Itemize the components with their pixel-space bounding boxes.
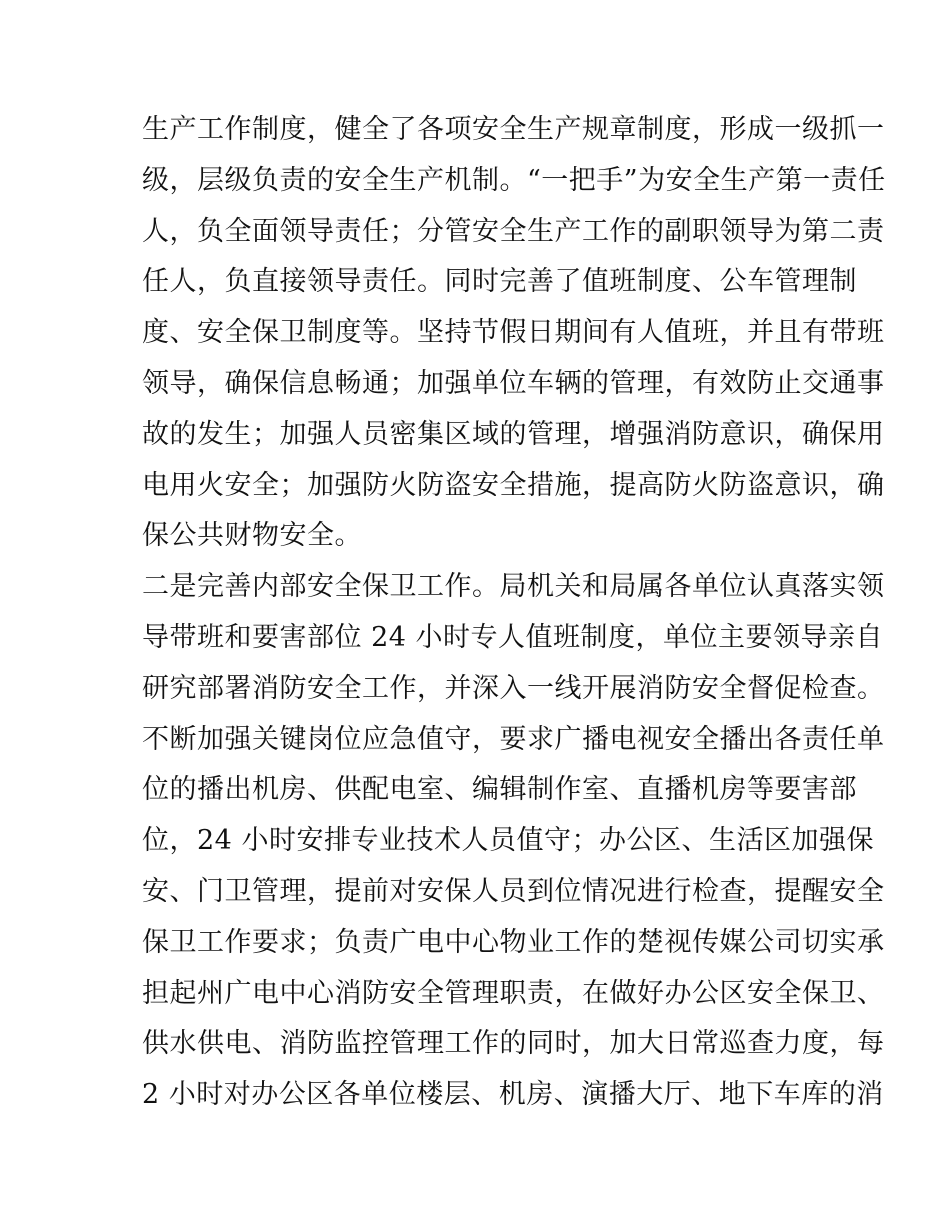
text-line: 领导，确保信息畅通；加强单位车辆的管理，有效防止交通事 [142,367,885,399]
text-line: 保卫工作要求；负责广电中心物业工作的楚视传媒公司切实承 [142,926,885,958]
text-line: 位，24 小时安排专业技术人员值守；办公区、生活区加强保 [142,825,874,857]
text-line: 2 小时对办公区各单位楼层、机房、演播大厅、地下车库的消 [142,1079,884,1111]
text-line: 安、门卫管理，提前对安保人员到位情况进行检查，提醒安全 [142,875,885,907]
text-line: 供水供电、消防监控管理工作的同时，加大日常巡查力度，每 [142,1028,885,1060]
text-line: 导带班和要害部位 24 小时专人值班制度，单位主要领导亲自 [142,621,884,653]
paragraph-2 [142,562,885,1121]
text-line: 担起州广电中心消防安全管理职责，在做好办公区安全保卫、 [142,977,885,1009]
text-line: 研究部署消防安全工作，并深入一线开展消防安全督促检查。 [142,672,885,704]
text-line: 级，层级负责的安全生产机制。“一把手”为安全生产第一责任 [142,164,886,196]
text-line: 保公共财物安全。 [142,520,362,552]
text-line: 电用火安全；加强防火防盗安全措施，提高防火防盗意识，确 [142,469,885,501]
text-line: 任人，负直接领导责任。同时完善了值班制度、公车管理制 [142,266,857,298]
text-line: 位的播出机房、供配电室、编辑制作室、直播机房等要害部 [142,774,857,806]
text-line: 不断加强关键岗位应急值守，要求广播电视安全播出各责任单 [142,723,885,755]
text-line: 度、安全保卫制度等。坚持节假日期间有人值班，并且有带班 [142,317,885,349]
text-line: 生产工作制度，健全了各项安全生产规章制度，形成一级抓一 [142,114,885,145]
text-line: 故的发生；加强人员密集区域的管理，增强消防意识，确保用 [142,418,885,450]
document-body [142,105,886,1121]
text-line: 二是完善内部安全保卫工作。局机关和局属各单位认真落实领 [142,571,885,603]
text-line: 人，负全面领导责任；分管安全生产工作的副职领导为第二责 [142,215,885,247]
paragraph-1 [142,105,886,562]
